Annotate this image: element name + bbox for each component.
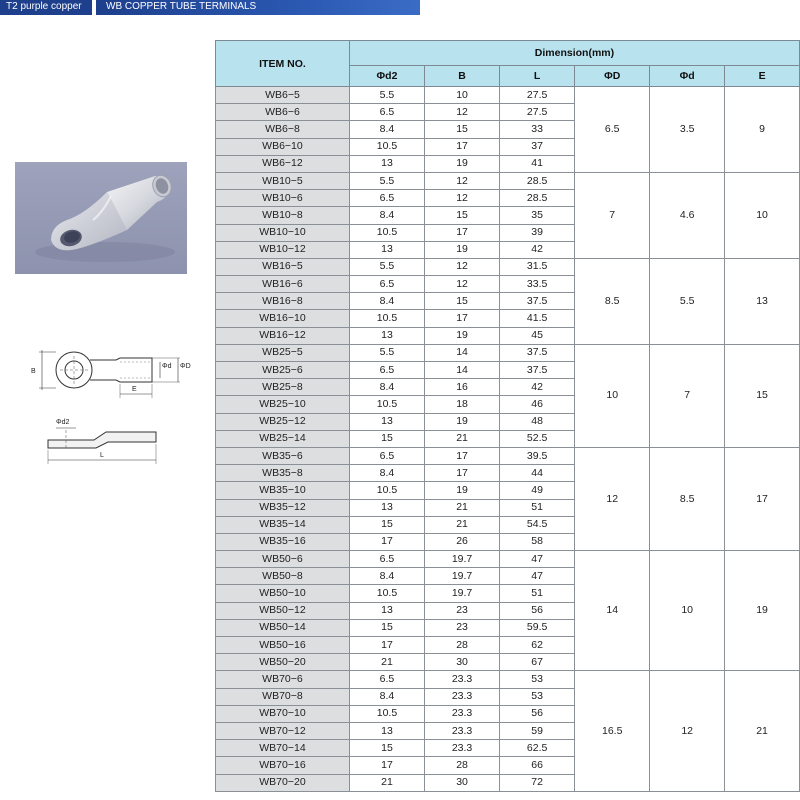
item-no-cell: WB10−12 — [216, 241, 350, 258]
d2-cell: 15 — [349, 619, 424, 636]
b-cell: 17 — [425, 224, 500, 241]
small-d-cell: 4.6 — [650, 172, 725, 258]
big-d-cell: 12 — [575, 447, 650, 550]
item-no-header: ITEM NO. — [216, 41, 350, 87]
l-cell: 35 — [500, 207, 575, 224]
b-cell: 28 — [425, 757, 500, 774]
b-cell: 26 — [425, 533, 500, 550]
l-cell: 28.5 — [500, 172, 575, 189]
item-no-cell: WB16−8 — [216, 293, 350, 310]
b-cell: 15 — [425, 207, 500, 224]
item-no-cell: WB10−6 — [216, 190, 350, 207]
l-cell: 56 — [500, 602, 575, 619]
col-header-d2: Φd2 — [349, 66, 424, 87]
item-no-cell: WB25−14 — [216, 430, 350, 447]
d2-cell: 8.4 — [349, 293, 424, 310]
l-cell: 33.5 — [500, 276, 575, 293]
l-cell: 37 — [500, 138, 575, 155]
d2-cell: 8.4 — [349, 465, 424, 482]
big-d-cell: 10 — [575, 344, 650, 447]
d2-cell: 13 — [349, 413, 424, 430]
item-no-cell: WB50−14 — [216, 619, 350, 636]
b-cell: 19.7 — [425, 551, 500, 568]
b-cell: 19.7 — [425, 568, 500, 585]
item-no-cell: WB25−8 — [216, 379, 350, 396]
l-cell: 67 — [500, 654, 575, 671]
l-cell: 46 — [500, 396, 575, 413]
e-cell: 19 — [725, 551, 800, 671]
b-cell: 19 — [425, 482, 500, 499]
d2-cell: 17 — [349, 757, 424, 774]
d2-cell: 6.5 — [349, 104, 424, 121]
item-no-cell: WB70−8 — [216, 688, 350, 705]
d2-cell: 5.5 — [349, 258, 424, 275]
table-row — [216, 671, 800, 688]
b-cell: 12 — [425, 172, 500, 189]
item-no-cell: WB35−16 — [216, 533, 350, 550]
b-cell: 15 — [425, 293, 500, 310]
dim-label-d: Φd — [162, 363, 172, 370]
l-cell: 37.5 — [500, 362, 575, 379]
l-cell: 49 — [500, 482, 575, 499]
d2-cell: 10.5 — [349, 705, 424, 722]
spec-table — [215, 40, 800, 792]
copper-lug-photo — [15, 162, 187, 274]
l-cell: 42 — [500, 379, 575, 396]
d2-cell: 13 — [349, 241, 424, 258]
d2-cell: 13 — [349, 155, 424, 172]
l-cell: 37.5 — [500, 293, 575, 310]
l-cell: 66 — [500, 757, 575, 774]
l-cell: 31.5 — [500, 258, 575, 275]
l-cell: 54.5 — [500, 516, 575, 533]
dim-label-d2: Φd2 — [56, 419, 70, 426]
item-no-cell: WB6−8 — [216, 121, 350, 138]
big-d-cell: 8.5 — [575, 258, 650, 344]
page-title-tab: WB COPPER TUBE TERMINALS — [96, 0, 420, 15]
d2-cell: 6.5 — [349, 276, 424, 293]
item-no-cell: WB50−10 — [216, 585, 350, 602]
d2-cell: 8.4 — [349, 688, 424, 705]
item-no-cell: WB35−14 — [216, 516, 350, 533]
l-cell: 27.5 — [500, 87, 575, 104]
d2-cell: 10.5 — [349, 396, 424, 413]
item-no-cell: WB25−10 — [216, 396, 350, 413]
item-no-cell: WB6−10 — [216, 138, 350, 155]
l-cell: 72 — [500, 774, 575, 791]
l-cell: 58 — [500, 533, 575, 550]
d2-cell: 10.5 — [349, 138, 424, 155]
item-no-cell: WB50−16 — [216, 637, 350, 654]
d2-cell: 6.5 — [349, 671, 424, 688]
lug-dimension-diagram — [28, 338, 198, 470]
item-no-cell: WB70−10 — [216, 705, 350, 722]
table-row — [216, 447, 800, 464]
item-no-cell: WB16−12 — [216, 327, 350, 344]
item-no-cell: WB50−6 — [216, 551, 350, 568]
d2-cell: 8.4 — [349, 121, 424, 138]
table-row — [216, 344, 800, 361]
table-row — [216, 87, 800, 104]
l-cell: 42 — [500, 241, 575, 258]
l-cell: 41.5 — [500, 310, 575, 327]
b-cell: 16 — [425, 379, 500, 396]
item-no-cell: WB10−8 — [216, 207, 350, 224]
d2-cell: 8.4 — [349, 568, 424, 585]
d2-cell: 21 — [349, 774, 424, 791]
dim-label-l: L — [100, 452, 104, 459]
l-cell: 27.5 — [500, 104, 575, 121]
b-cell: 17 — [425, 138, 500, 155]
dim-label-D: ΦD — [180, 363, 191, 370]
item-no-cell: WB6−6 — [216, 104, 350, 121]
b-cell: 18 — [425, 396, 500, 413]
l-cell: 39 — [500, 224, 575, 241]
spec-table-body — [216, 87, 800, 792]
item-no-cell: WB16−10 — [216, 310, 350, 327]
l-cell: 59 — [500, 722, 575, 739]
d2-cell: 10.5 — [349, 482, 424, 499]
b-cell: 23.3 — [425, 722, 500, 739]
header-bar — [0, 0, 800, 16]
item-no-cell: WB70−20 — [216, 774, 350, 791]
l-cell: 44 — [500, 465, 575, 482]
l-cell: 47 — [500, 568, 575, 585]
l-cell: 53 — [500, 671, 575, 688]
b-cell: 12 — [425, 104, 500, 121]
item-no-cell: WB50−20 — [216, 654, 350, 671]
d2-cell: 15 — [349, 430, 424, 447]
b-cell: 23 — [425, 602, 500, 619]
b-cell: 19.7 — [425, 585, 500, 602]
l-cell: 51 — [500, 585, 575, 602]
d2-cell: 5.5 — [349, 344, 424, 361]
l-cell: 62.5 — [500, 740, 575, 757]
table-row — [216, 551, 800, 568]
item-no-cell: WB16−5 — [216, 258, 350, 275]
item-no-cell: WB35−6 — [216, 447, 350, 464]
l-cell: 62 — [500, 637, 575, 654]
small-d-cell: 10 — [650, 551, 725, 671]
col-header-l: L — [500, 66, 575, 87]
lug-dimension-diagram-icon — [28, 338, 198, 470]
d2-cell: 8.4 — [349, 379, 424, 396]
item-no-cell: WB50−8 — [216, 568, 350, 585]
d2-cell: 5.5 — [349, 172, 424, 189]
dimension-header: Dimension(mm) — [349, 41, 799, 66]
d2-cell: 17 — [349, 533, 424, 550]
d2-cell: 5.5 — [349, 87, 424, 104]
material-tab: T2 purple copper — [0, 0, 92, 15]
table-row — [216, 172, 800, 189]
big-d-cell: 14 — [575, 551, 650, 671]
l-cell: 56 — [500, 705, 575, 722]
dim-label-e: E — [132, 386, 137, 393]
item-no-cell: WB25−6 — [216, 362, 350, 379]
b-cell: 21 — [425, 430, 500, 447]
d2-cell: 6.5 — [349, 190, 424, 207]
l-cell: 51 — [500, 499, 575, 516]
l-cell: 53 — [500, 688, 575, 705]
l-cell: 45 — [500, 327, 575, 344]
d2-cell: 6.5 — [349, 362, 424, 379]
col-header-b: B — [425, 66, 500, 87]
big-d-cell: 7 — [575, 172, 650, 258]
big-d-cell: 16.5 — [575, 671, 650, 791]
small-d-cell: 12 — [650, 671, 725, 791]
b-cell: 19 — [425, 327, 500, 344]
d2-cell: 13 — [349, 602, 424, 619]
small-d-cell: 7 — [650, 344, 725, 447]
dim-label-b: B — [31, 368, 36, 375]
b-cell: 19 — [425, 241, 500, 258]
item-no-cell: WB50−12 — [216, 602, 350, 619]
table-row — [216, 258, 800, 275]
item-no-cell: WB35−12 — [216, 499, 350, 516]
l-cell: 39.5 — [500, 447, 575, 464]
e-cell: 21 — [725, 671, 800, 791]
b-cell: 12 — [425, 190, 500, 207]
b-cell: 19 — [425, 155, 500, 172]
item-no-cell: WB35−8 — [216, 465, 350, 482]
l-cell: 28.5 — [500, 190, 575, 207]
small-d-cell: 3.5 — [650, 87, 725, 173]
b-cell: 30 — [425, 774, 500, 791]
d2-cell: 6.5 — [349, 447, 424, 464]
copper-lug-photo-icon — [15, 162, 187, 274]
b-cell: 14 — [425, 344, 500, 361]
item-no-cell: WB25−5 — [216, 344, 350, 361]
e-cell: 10 — [725, 172, 800, 258]
d2-cell: 15 — [349, 516, 424, 533]
d2-cell: 13 — [349, 499, 424, 516]
item-no-cell: WB70−16 — [216, 757, 350, 774]
item-no-cell: WB16−6 — [216, 276, 350, 293]
small-d-cell: 8.5 — [650, 447, 725, 550]
d2-cell: 10.5 — [349, 310, 424, 327]
small-d-cell: 5.5 — [650, 258, 725, 344]
e-cell: 9 — [725, 87, 800, 173]
e-cell: 17 — [725, 447, 800, 550]
b-cell: 17 — [425, 447, 500, 464]
item-no-cell: WB6−5 — [216, 87, 350, 104]
l-cell: 52.5 — [500, 430, 575, 447]
d2-cell: 8.4 — [349, 207, 424, 224]
item-no-cell: WB70−6 — [216, 671, 350, 688]
b-cell: 23.3 — [425, 740, 500, 757]
l-cell: 33 — [500, 121, 575, 138]
b-cell: 12 — [425, 258, 500, 275]
e-cell: 13 — [725, 258, 800, 344]
d2-cell: 10.5 — [349, 585, 424, 602]
item-no-cell: WB10−10 — [216, 224, 350, 241]
d2-cell: 10.5 — [349, 224, 424, 241]
item-no-cell: WB10−5 — [216, 172, 350, 189]
b-cell: 21 — [425, 516, 500, 533]
d2-cell: 13 — [349, 722, 424, 739]
item-no-cell: WB70−14 — [216, 740, 350, 757]
b-cell: 15 — [425, 121, 500, 138]
col-header-e: E — [725, 66, 800, 87]
b-cell: 23.3 — [425, 688, 500, 705]
d2-cell: 21 — [349, 654, 424, 671]
b-cell: 17 — [425, 310, 500, 327]
b-cell: 21 — [425, 499, 500, 516]
item-no-cell: WB6−12 — [216, 155, 350, 172]
col-header-big-d: ΦD — [575, 66, 650, 87]
b-cell: 23.3 — [425, 671, 500, 688]
l-cell: 59.5 — [500, 619, 575, 636]
b-cell: 17 — [425, 465, 500, 482]
big-d-cell: 6.5 — [575, 87, 650, 173]
item-no-cell: WB70−12 — [216, 722, 350, 739]
col-header-small-d: Φd — [650, 66, 725, 87]
b-cell: 10 — [425, 87, 500, 104]
l-cell: 37.5 — [500, 344, 575, 361]
item-no-cell: WB35−10 — [216, 482, 350, 499]
d2-cell: 6.5 — [349, 551, 424, 568]
b-cell: 28 — [425, 637, 500, 654]
item-no-cell: WB25−12 — [216, 413, 350, 430]
b-cell: 19 — [425, 413, 500, 430]
b-cell: 23.3 — [425, 705, 500, 722]
e-cell: 15 — [725, 344, 800, 447]
b-cell: 30 — [425, 654, 500, 671]
d2-cell: 13 — [349, 327, 424, 344]
b-cell: 12 — [425, 276, 500, 293]
l-cell: 41 — [500, 155, 575, 172]
l-cell: 47 — [500, 551, 575, 568]
l-cell: 48 — [500, 413, 575, 430]
d2-cell: 15 — [349, 740, 424, 757]
b-cell: 14 — [425, 362, 500, 379]
b-cell: 23 — [425, 619, 500, 636]
d2-cell: 17 — [349, 637, 424, 654]
